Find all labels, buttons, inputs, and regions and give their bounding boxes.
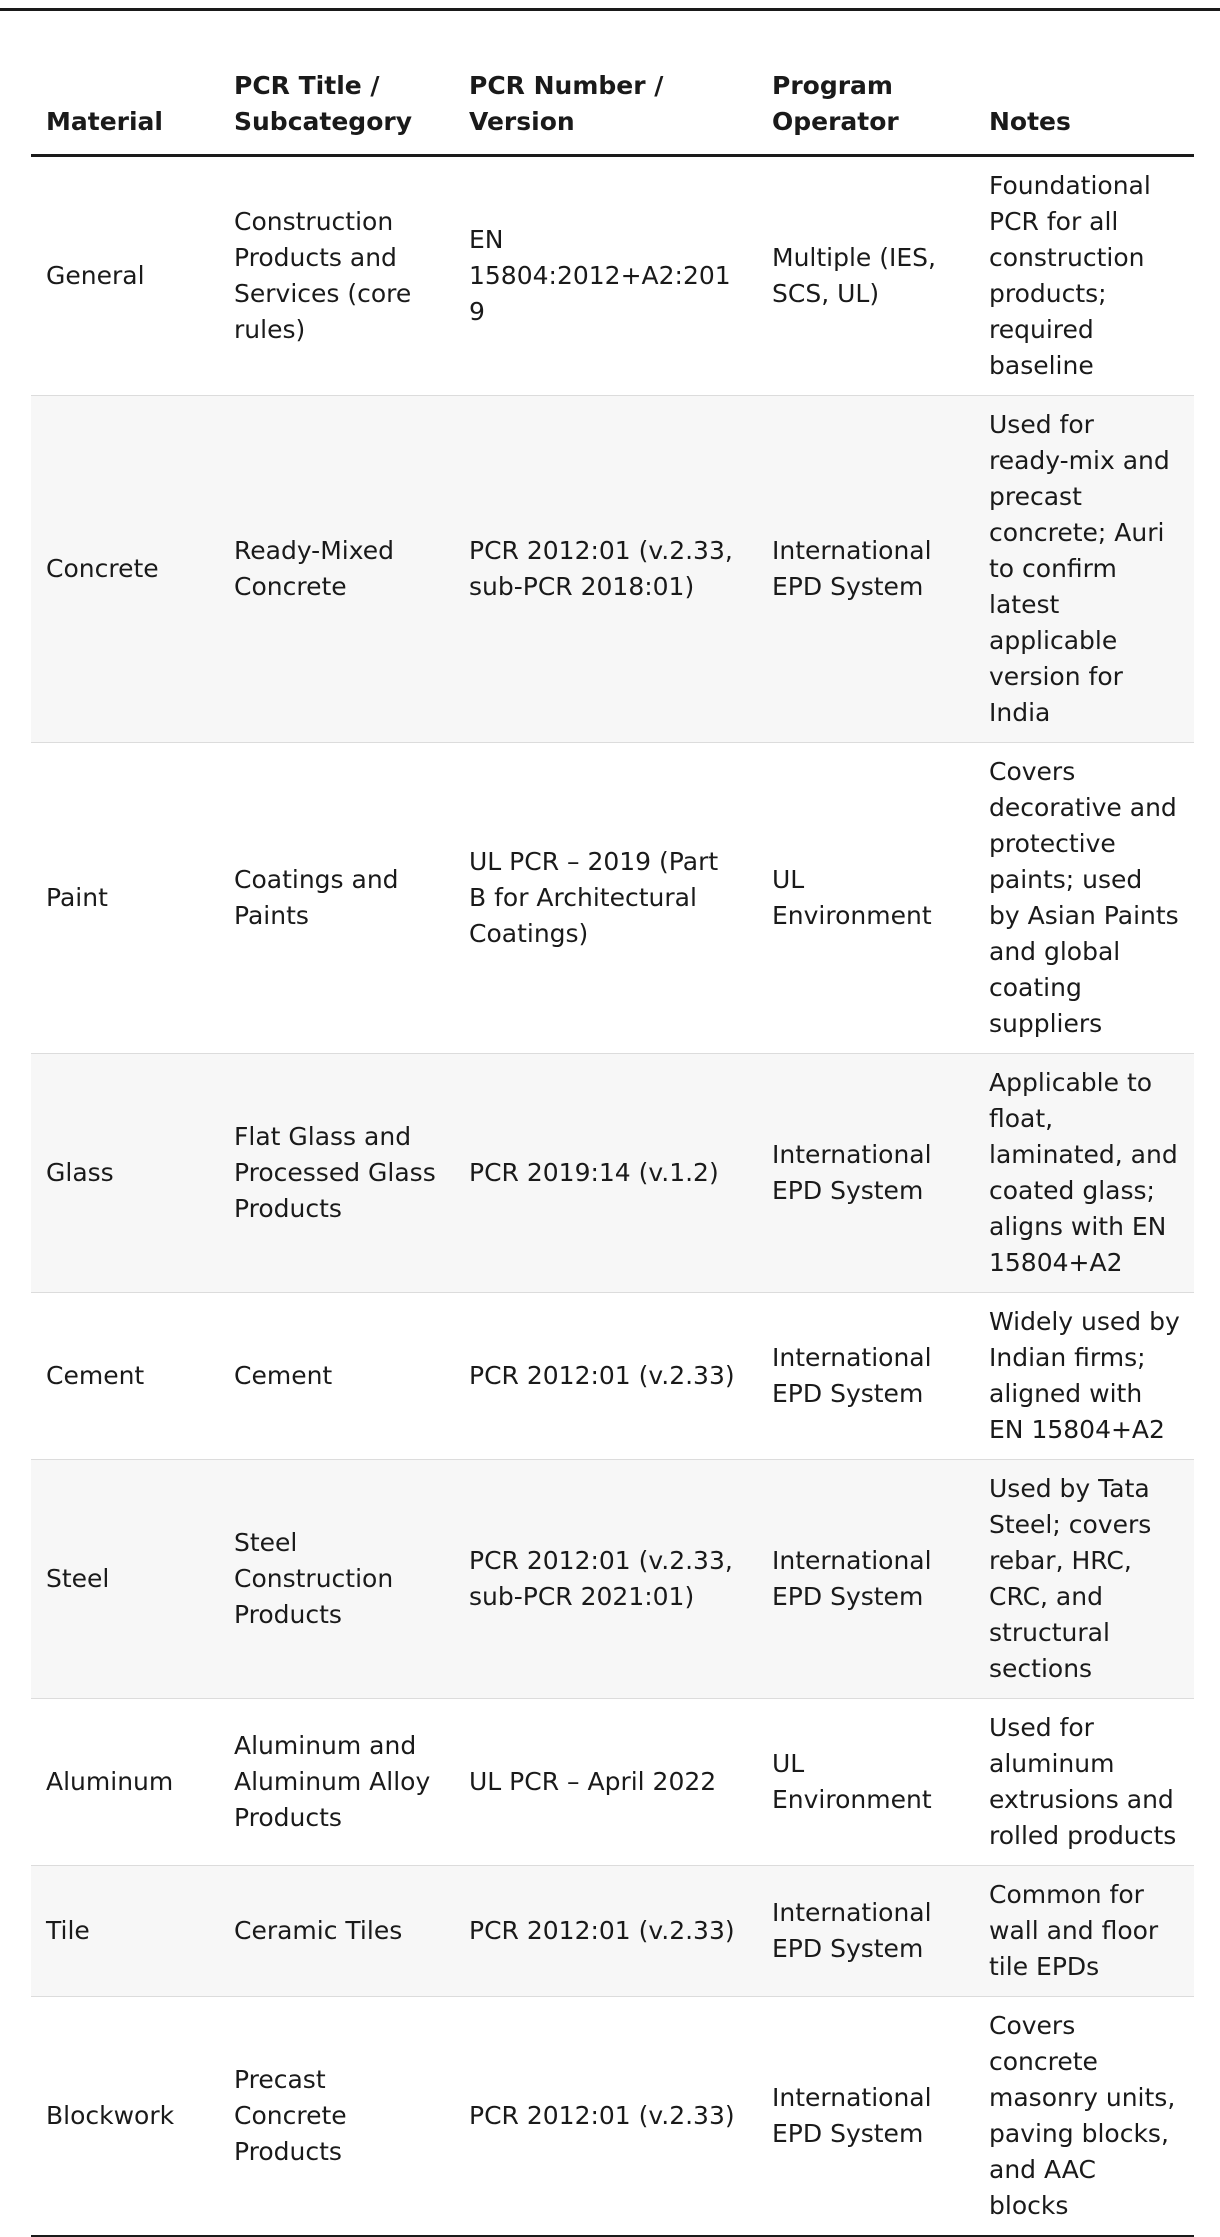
pcr-table — [31, 60, 1194, 2237]
cell-notes: Applicable to float, laminated, and coated glass; aligns with EN 15804+A2 — [974, 1054, 1194, 1293]
cell-pcr-title: Coatings and Paints — [219, 743, 454, 1054]
cell-notes: Common for wall and floor tile EPDs — [974, 1866, 1194, 1997]
cell-notes: Used for aluminum extrusions and rolled products — [974, 1699, 1194, 1866]
cell-pcr-number: PCR 2012:01 (v.2.33) — [454, 1293, 757, 1460]
cell-program-operator: International EPD System — [757, 1460, 974, 1699]
cell-pcr-number: EN 15804:2012+A2:2019 — [454, 156, 757, 396]
table-row — [31, 743, 1194, 1054]
cell-pcr-number: UL PCR – April 2022 — [454, 1699, 757, 1866]
cell-notes: Covers concrete masonry units, paving blocks, and AAC blocks — [974, 1997, 1194, 2237]
cell-pcr-title: Aluminum and Aluminum Alloy Products — [219, 1699, 454, 1866]
cell-pcr-title: Cement — [219, 1293, 454, 1460]
cell-notes: Foundational PCR for all construction products; required baseline — [974, 156, 1194, 396]
cell-pcr-number: PCR 2012:01 (v.2.33) — [454, 1866, 757, 1997]
table-row — [31, 1997, 1194, 2237]
cell-pcr-number: PCR 2019:14 (v.1.2) — [454, 1054, 757, 1293]
cell-program-operator: International EPD System — [757, 396, 974, 743]
cell-notes: Used by Tata Steel; covers rebar, HRC, CRC, and structural sections — [974, 1460, 1194, 1699]
table-row — [31, 1460, 1194, 1699]
cell-pcr-title: Steel Construction Products — [219, 1460, 454, 1699]
table-row — [31, 396, 1194, 743]
cell-material: Steel — [31, 1460, 219, 1699]
header-program-operator: Program Operator — [757, 60, 974, 156]
cell-notes: Covers decorative and protective paints; used by Asian Paints and global coating suppliers — [974, 743, 1194, 1054]
cell-material: Aluminum — [31, 1699, 219, 1866]
cell-program-operator: International EPD System — [757, 1293, 974, 1460]
cell-pcr-title: Precast Concrete Products — [219, 1997, 454, 2237]
cell-program-operator: UL Environment — [757, 743, 974, 1054]
cell-pcr-title: Construction Products and Services (core rules) — [219, 156, 454, 396]
cell-material: General — [31, 156, 219, 396]
cell-pcr-title: Flat Glass and Processed Glass Products — [219, 1054, 454, 1293]
table-row — [31, 1293, 1194, 1460]
header-pcr-number: PCR Number / Version — [454, 60, 757, 156]
cell-pcr-title: Ceramic Tiles — [219, 1866, 454, 1997]
table-header-row — [31, 60, 1194, 156]
cell-program-operator: International EPD System — [757, 1997, 974, 2237]
cell-pcr-number: PCR 2012:01 (v.2.33, sub-PCR 2021:01) — [454, 1460, 757, 1699]
cell-material: Tile — [31, 1866, 219, 1997]
cell-pcr-number: PCR 2012:01 (v.2.33) — [454, 1997, 757, 2237]
cell-pcr-number: UL PCR – 2019 (Part B for Architectural Coatings) — [454, 743, 757, 1054]
cell-material: Paint — [31, 743, 219, 1054]
cell-program-operator: International EPD System — [757, 1054, 974, 1293]
cell-material: Blockwork — [31, 1997, 219, 2237]
header-notes: Notes — [974, 60, 1194, 156]
header-pcr-title: PCR Title / Subcategory — [219, 60, 454, 156]
table-row — [31, 1699, 1194, 1866]
table-row — [31, 156, 1194, 396]
table-row — [31, 1866, 1194, 1997]
cell-material: Cement — [31, 1293, 219, 1460]
cell-material: Concrete — [31, 396, 219, 743]
cell-program-operator: UL Environment — [757, 1699, 974, 1866]
table-row — [31, 1054, 1194, 1293]
cell-pcr-title: Ready-Mixed Concrete — [219, 396, 454, 743]
cell-pcr-number: PCR 2012:01 (v.2.33, sub-PCR 2018:01) — [454, 396, 757, 743]
cell-material: Glass — [31, 1054, 219, 1293]
cell-program-operator: Multiple (IES, SCS, UL) — [757, 156, 974, 396]
cell-notes: Used for ready-mix and precast concrete; Auri to confirm latest applicable version for India — [974, 396, 1194, 743]
top-rule — [0, 8, 1220, 11]
cell-program-operator: International EPD System — [757, 1866, 974, 1997]
cell-notes: Widely used by Indian firms; aligned with EN 15804+A2 — [974, 1293, 1194, 1460]
header-material: Material — [31, 60, 219, 156]
